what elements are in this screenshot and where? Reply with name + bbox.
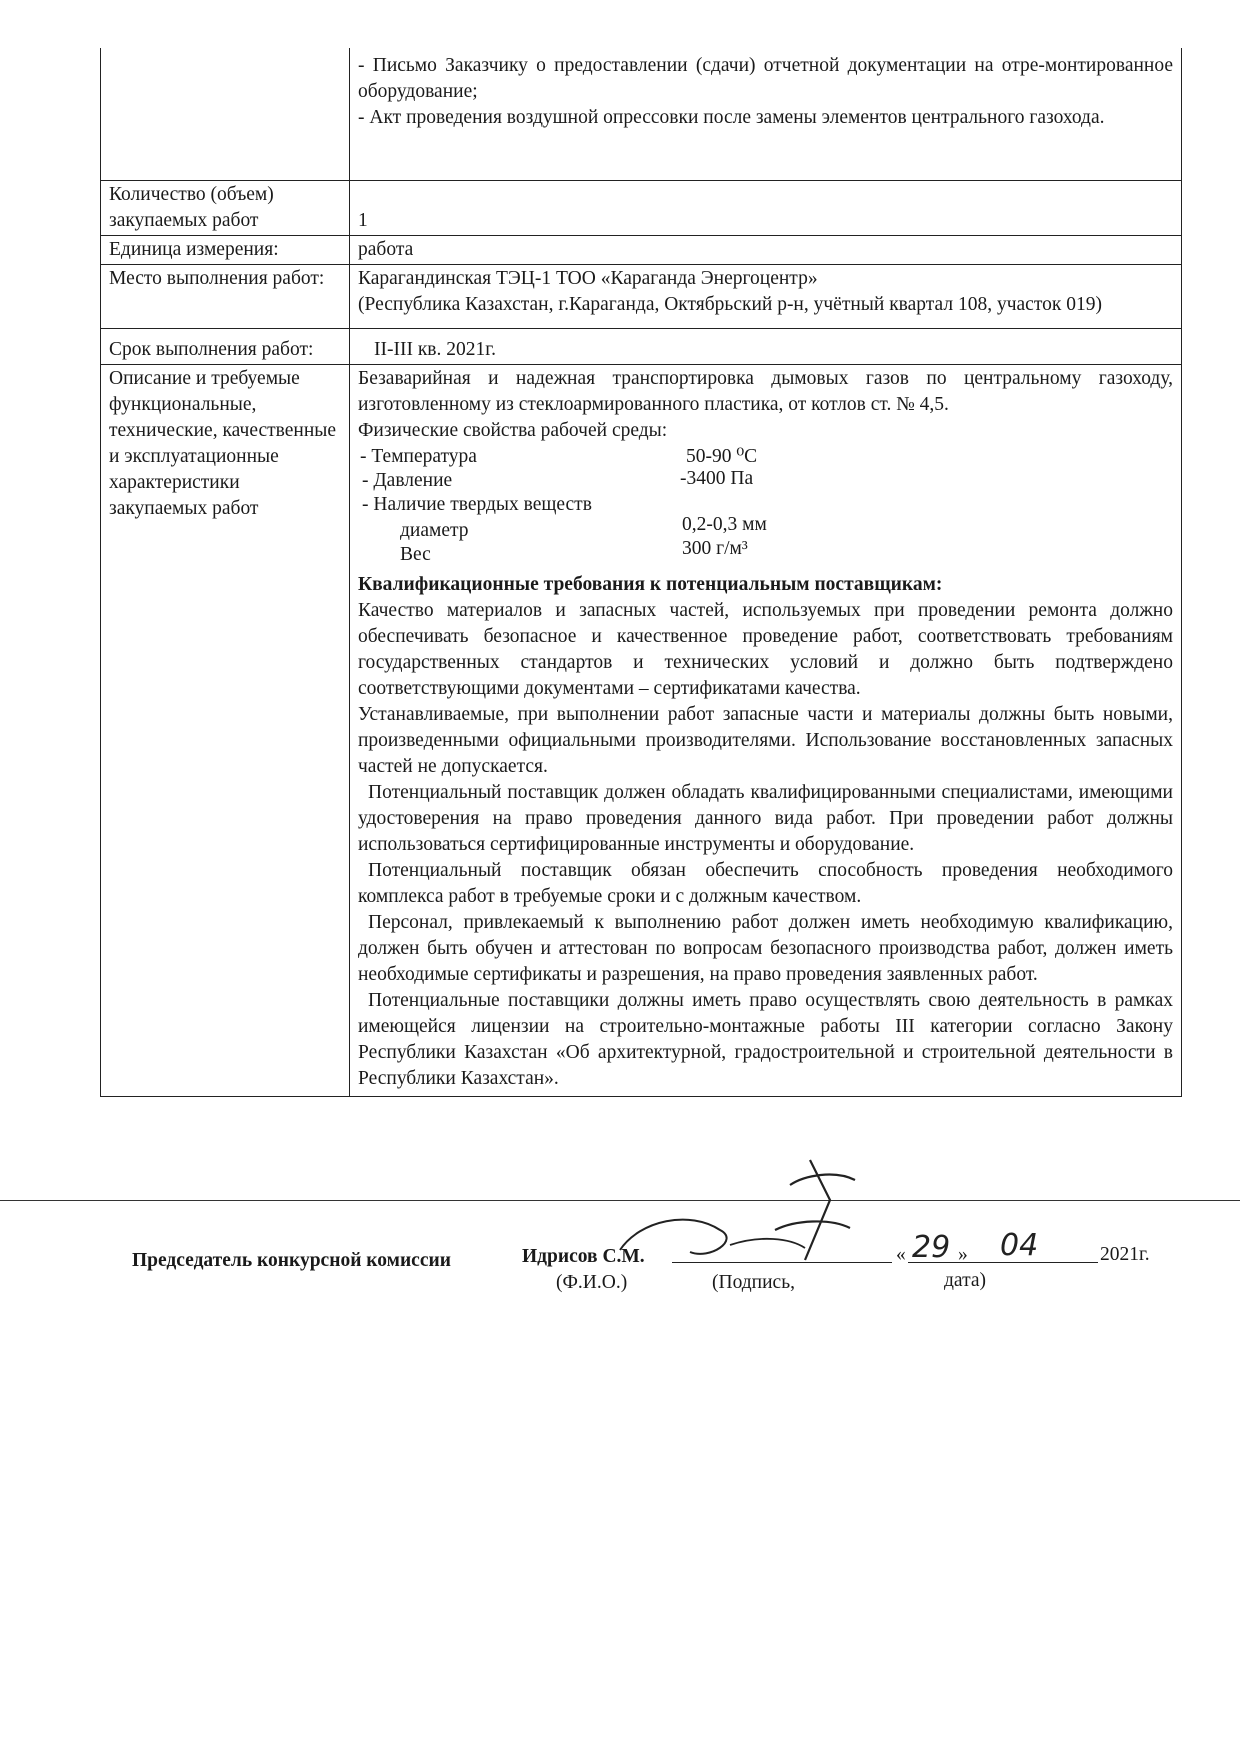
description-cell bbox=[350, 365, 1182, 1097]
date-year: 2021г. bbox=[1100, 1244, 1150, 1265]
quantity-label: Количество (объем) закупаемых работ bbox=[101, 181, 350, 236]
diameter-value: 0,2-0,3 мм bbox=[682, 514, 767, 535]
fio-caption: (Ф.И.О.) bbox=[556, 1272, 628, 1293]
table-row-quantity bbox=[101, 181, 1182, 236]
commission-chair-role: Председатель конкурсной комиссии bbox=[132, 1250, 451, 1271]
diameter-label: диаметр bbox=[400, 520, 469, 541]
documents-line-1: - Письмо Заказчику о предоставлении (сдачи) отчетной документации на отре-монтированное оборудование; bbox=[358, 55, 1173, 102]
documents-line-2: - Акт проведения воздушной опрессовки после замены элементов центрального газохода. bbox=[358, 107, 1105, 128]
qualification-paragraph-6: Потенциальные поставщики должны иметь право осуществлять свою деятельность в рамках имеющейся лицензии на строительно-монтажные работы III категории согласно Закону Республики Казахстан «Об архитектурной, градостроительной и строительной деятельности в Республики Казахстан». bbox=[358, 990, 1173, 1089]
handwritten-signature bbox=[600, 1140, 900, 1280]
date-close-quote: » bbox=[958, 1244, 968, 1265]
empty-label-cell bbox=[101, 48, 350, 181]
table-row-place bbox=[101, 265, 1182, 329]
qualification-paragraph-2: Устанавливаемые, при выполнении работ запасные части и материалы должны быть новыми, произведенными официальными производителями. Использование восстановленных запасных частей не допускается. bbox=[358, 704, 1173, 777]
pressure-label: - Давление bbox=[362, 470, 453, 491]
description-intro: Безаварийная и надежная транспортировка дымовых газов по центральному газоходу, изготовленному из стеклоармированного пластика, от котлов ст. № 4,5. bbox=[358, 368, 1173, 415]
date-caption: дата) bbox=[944, 1270, 986, 1291]
term-value-text: II-III кв. 2021г. bbox=[374, 339, 496, 360]
table-row-term bbox=[101, 329, 1182, 365]
place-label: Место выполнения работ: bbox=[101, 265, 350, 329]
date-month: 04 bbox=[1000, 1228, 1039, 1263]
quantity-value-text: 1 bbox=[358, 210, 368, 231]
place-line-2: (Республика Казахстан, г.Караганда, Октябрьский р-н, учётный квартал 108, участок 019) bbox=[358, 294, 1102, 315]
table-row-documents bbox=[101, 48, 1182, 181]
documents-cell bbox=[350, 48, 1182, 181]
unit-value: работа bbox=[350, 236, 1182, 265]
date-line bbox=[908, 1262, 1098, 1263]
qualification-paragraph-1: Качество материалов и запасных частей, используемых при проведении ремонта должно обеспечивать безопасное и качественное проведение работ, соответствовать требованиям государственных стандартов и технических условий и должно быть подтверждено соответствующими документами – сертификатами качества. bbox=[358, 600, 1173, 699]
date-open-quote: « bbox=[896, 1244, 906, 1265]
temperature-label: - Температура bbox=[360, 446, 477, 467]
table-row-description bbox=[101, 365, 1182, 1097]
place-value bbox=[350, 265, 1182, 329]
qualification-title: Квалификационные требования к потенциальным поставщикам: bbox=[358, 574, 943, 595]
table-row-unit bbox=[101, 236, 1182, 265]
solids-label: - Наличие твердых веществ bbox=[362, 494, 592, 515]
place-line-1: Карагандинская ТЭЦ-1 ТОО «Караганда Энергоцентр» bbox=[358, 268, 818, 289]
term-label: Срок выполнения работ: bbox=[101, 329, 350, 365]
pressure-value: -3400 Па bbox=[680, 468, 754, 489]
qualification-paragraph-5: Персонал, привлекаемый к выполнению работ должен иметь необходимую квалификацию, должен быть обучен и аттестован по вопросам безопасного производства работ, должен иметь необходимые сертификаты и разрешения, на право проведения заявленных работ. bbox=[358, 912, 1173, 985]
weight-label: Вес bbox=[400, 544, 431, 565]
commission-chair-name: Идрисов С.М. bbox=[522, 1246, 645, 1267]
weight-value: 300 г/м³ bbox=[682, 538, 748, 559]
signature-caption: (Подпись, bbox=[712, 1272, 795, 1293]
description-label: Описание и требуемые функциональные, технические, качественные и эксплуатационные характеристики закупаемых работ bbox=[101, 365, 350, 1097]
date-day: 29 bbox=[912, 1230, 951, 1265]
qualification-paragraph-4: Потенциальный поставщик обязан обеспечить способность проведения необходимого комплекса работ в требуемые сроки и с должным качеством. bbox=[358, 860, 1173, 907]
quantity-value bbox=[350, 181, 1182, 236]
term-value bbox=[350, 329, 1182, 365]
specification-table bbox=[100, 48, 1182, 1097]
properties-title: Физические свойства рабочей среды: bbox=[358, 420, 668, 441]
unit-label: Единица измерения: bbox=[101, 236, 350, 265]
properties-block bbox=[358, 444, 1173, 572]
temperature-value: 50-90 ⁰С bbox=[686, 446, 758, 467]
qualification-paragraph-3: Потенциальный поставщик должен обладать квалифицированными специалистами, имеющими удостоверения на право проведения данного вида работ. При проведении работ должны использоваться сертифицированные инструменты и оборудование. bbox=[358, 782, 1173, 855]
